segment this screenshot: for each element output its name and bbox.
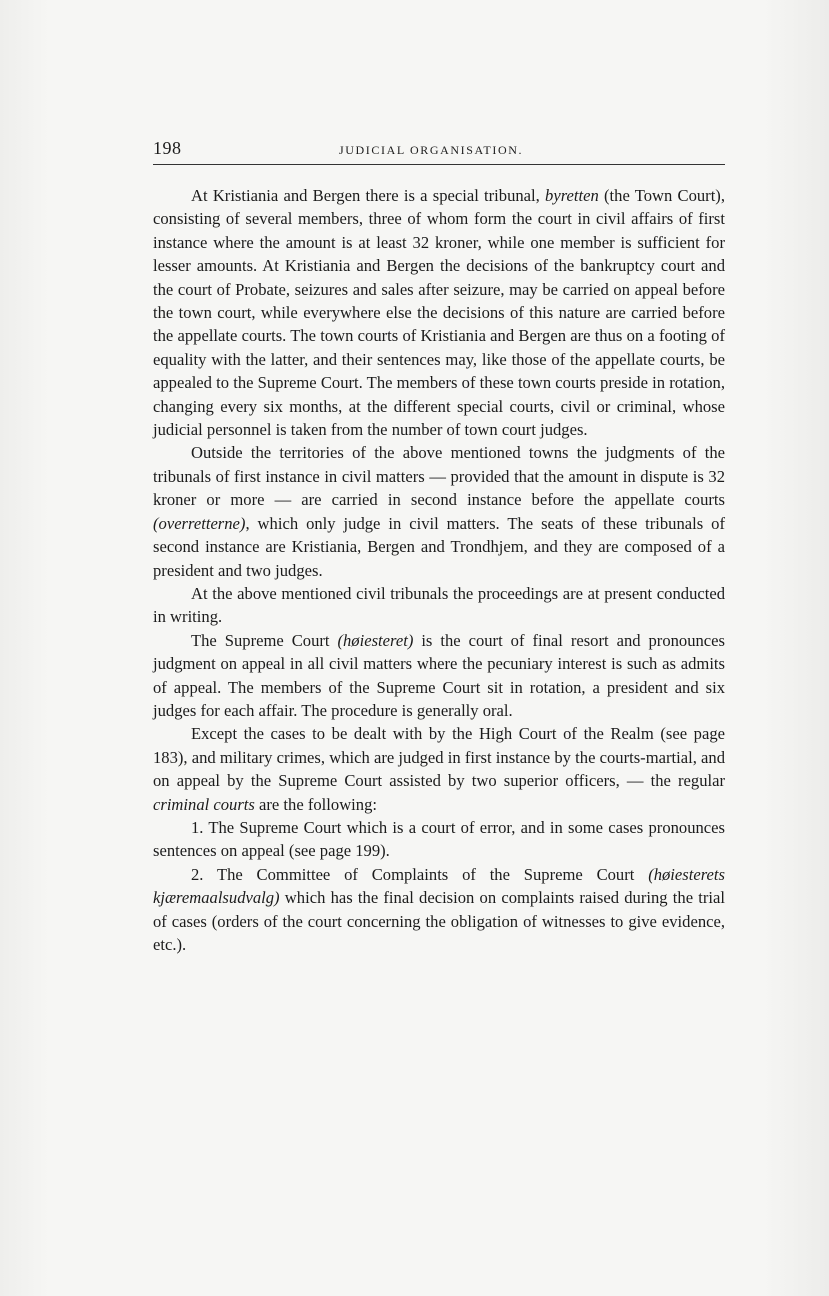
body-text — [153, 184, 725, 956]
text-run: (the Town Court), consisting of several members, three of whom form the court in civil affairs of first instance where the amount is at least 32 kroner, while one member is sufficient for lesser amounts. At Kristiania and Bergen the decisions of the bankruptcy court and the court of Probate, seizures and sales after seizure, may be carried on appeal before the town court, while everywhere else the decisions of this nature are carried before the appellate courts. The town courts of Kristiania and Bergen are thus on a footing of equality with the latter, and their sentences may, like those of the appellate courts, be appealed to the Supreme Court. The members of these town courts preside in rotation, changing every six months, at the different special courts, civil or criminal, whose judicial personnel is taken from the number of town court judges. — [153, 186, 725, 440]
paragraph — [153, 184, 725, 441]
text-run: Except the cases to be dealt with by the High Court of the Realm (see page 183), and military crimes, which are judged in first instance by the courts-martial, and on appeal by the Supreme Court assisted by two superior officers, — the regular — [153, 724, 725, 791]
paragraph — [153, 582, 725, 629]
text-run: 1. The Supreme Court which is a court of error, and in some cases pronounces sentences on appeal (see page 199). — [153, 817, 725, 861]
italic-term: criminal courts — [153, 794, 255, 814]
text-run: The Supreme Court — [191, 630, 338, 650]
paragraph — [153, 441, 725, 581]
paragraph — [153, 722, 725, 816]
text-run: is the court of final resort and pronounces judgment on appeal in all civil matters where the pecuniary interest is such as admits of appeal. The members of the Supreme Court sit in rotation, a president and six judges for each affair. The procedure is generally oral. — [153, 630, 725, 720]
paragraph — [153, 629, 725, 723]
italic-term: (overretterne) — [153, 513, 246, 533]
italic-term: (høiesteret) — [337, 630, 414, 650]
list-item — [153, 816, 725, 863]
page-number: 198 — [153, 138, 182, 158]
text-run: At Kristiania and Bergen there is a special tribunal, — [191, 186, 546, 205]
page-header — [153, 138, 725, 165]
text-run: 2. The Committee of Complaints of the Supreme Court — [191, 864, 649, 884]
italic-term: byretten — [545, 186, 599, 205]
list-item — [153, 863, 725, 957]
text-run: are the following: — [254, 794, 377, 814]
text-run: which has the final decision on complaints raised during the trial of cases (orders of the court concerning the obligation of witnesses to give evidence, etc.). — [153, 888, 725, 954]
text-run: , which only judge in civil matters. The seats of these tribunals of second instance are Kristiania, Bergen and Trondhjem, and they are composed of a president and two judges. — [153, 513, 725, 580]
text-run: Outside the territories of the above mentioned towns the judgments of the tribunals of first instance in civil matters — provided that the amount in dispute is 32 kroner or more — are carried in second instance before the appellate courts — [153, 443, 725, 510]
italic-term: (høiesterets kjæremaalsudvalg) — [153, 864, 725, 908]
running-title: JUDICIAL ORGANISATION. — [339, 143, 524, 157]
text-run: At the above mentioned civil tribunals the proceedings are at present conducted in writing. — [153, 583, 725, 627]
